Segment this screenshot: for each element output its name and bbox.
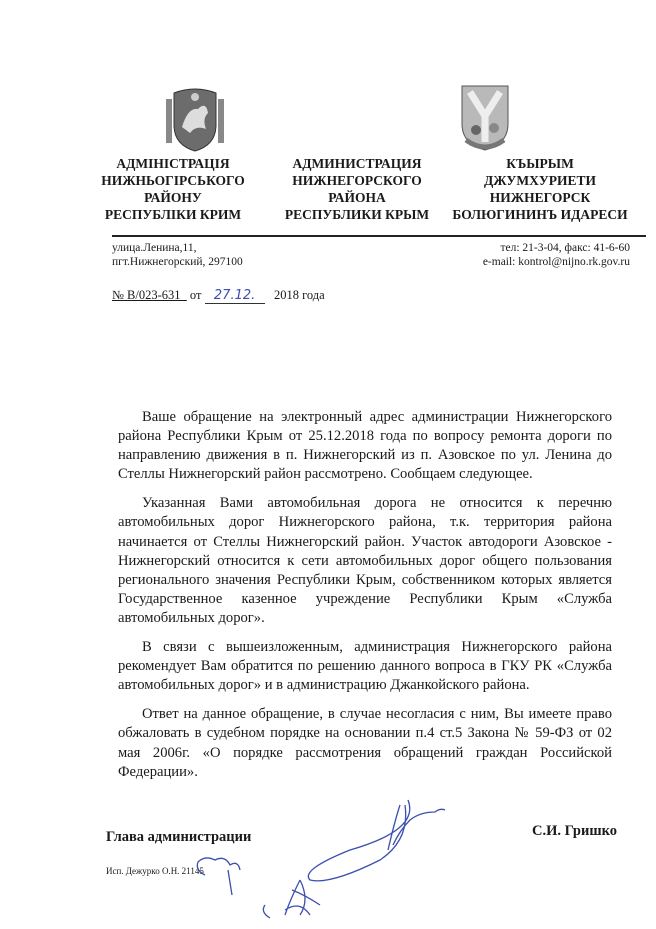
signatory-name: С.И. Гришко [532, 823, 618, 839]
from-label: от [189, 288, 202, 302]
handwritten-date: 27.12. [205, 288, 265, 304]
signatory-position: Глава администрации [106, 829, 252, 845]
header-line: РЕСПУБЛІКИ КРИМ [104, 207, 242, 222]
phone: тел: 21-3-04, факс: 41-6-60 [500, 242, 630, 254]
header-line: ДЖУМХУРИЕТИ [483, 173, 596, 188]
paragraph: Указанная Вами автомобильная дорога не относится к перечню автомобильных дорог Нижнегорского района, т.к. территория района начинается от Стеллы Нижнегорский район. Участок автодороги Азовское - Нижнегорский относится к сети автомобильных дорог общего пользования регионального значения Республики Крым, собственником которых является Государственное казенное учреждение Республики Крым «Служба автомобильных дорог». [118, 495, 612, 626]
reference-year: 2018 года [273, 288, 325, 302]
address-line: улица.Ленина,11, [112, 242, 197, 254]
paragraph: Ваше обращение на электронный адрес администрации Нижнегорского района Республики Крым от 25.12.2018 года по вопросу ремонта дороги по направлению движения в п. Нижнегорский из п. Азовское по ул. Ленина до Стеллы Нижнегорский район рассмотрено. Сообщаем следующее. [118, 409, 612, 483]
header-line: КЪЫРЫМ [506, 156, 574, 171]
header-line: АДМИНИСТРАЦИЯ [292, 156, 422, 171]
header-line: НИЖНЕГОРСКОГО [292, 173, 422, 188]
header-line: БОЛЮГИНИНЪ ИДАРЕСИ [452, 207, 628, 222]
paragraph: В связи с вышеизложенным, администрация Нижнегорского района рекомендует Вам обратится по решению данного вопроса в ГКУ РК «Служба автомобильных дорог» и в администрацию Джанкойского района. [118, 639, 612, 694]
paragraph: Ответ на данное обращение, в случае несогласия с ним, Вы имеете право обжаловать в судебном порядке на основании п.4 ст.5 Закона № 59-ФЗ от 02 мая 2006г. «О порядке рассмотрения обращений граждан Российской Федерации». [118, 706, 612, 780]
header-line: НИЖНЕГОРСК [489, 190, 591, 205]
header-line: НИЖНЬОГІРСЬКОГО [101, 173, 245, 188]
header-line: РАЙОНА [328, 190, 386, 205]
reference-number: № В/023-631 [112, 288, 181, 302]
header-line: АДМІНІСТРАЦІЯ [116, 156, 230, 171]
executor: Исп. Дежурко О.Н. 21145 [106, 866, 204, 876]
address-line: пгт.Нижнегорский, 297100 [112, 256, 243, 268]
email: e-mail: kontrol@nijno.rk.gov.ru [482, 256, 630, 268]
header-line: РЕСПУБЛИКИ КРЫМ [284, 207, 430, 222]
header-line: РАЙОНУ [144, 190, 202, 205]
